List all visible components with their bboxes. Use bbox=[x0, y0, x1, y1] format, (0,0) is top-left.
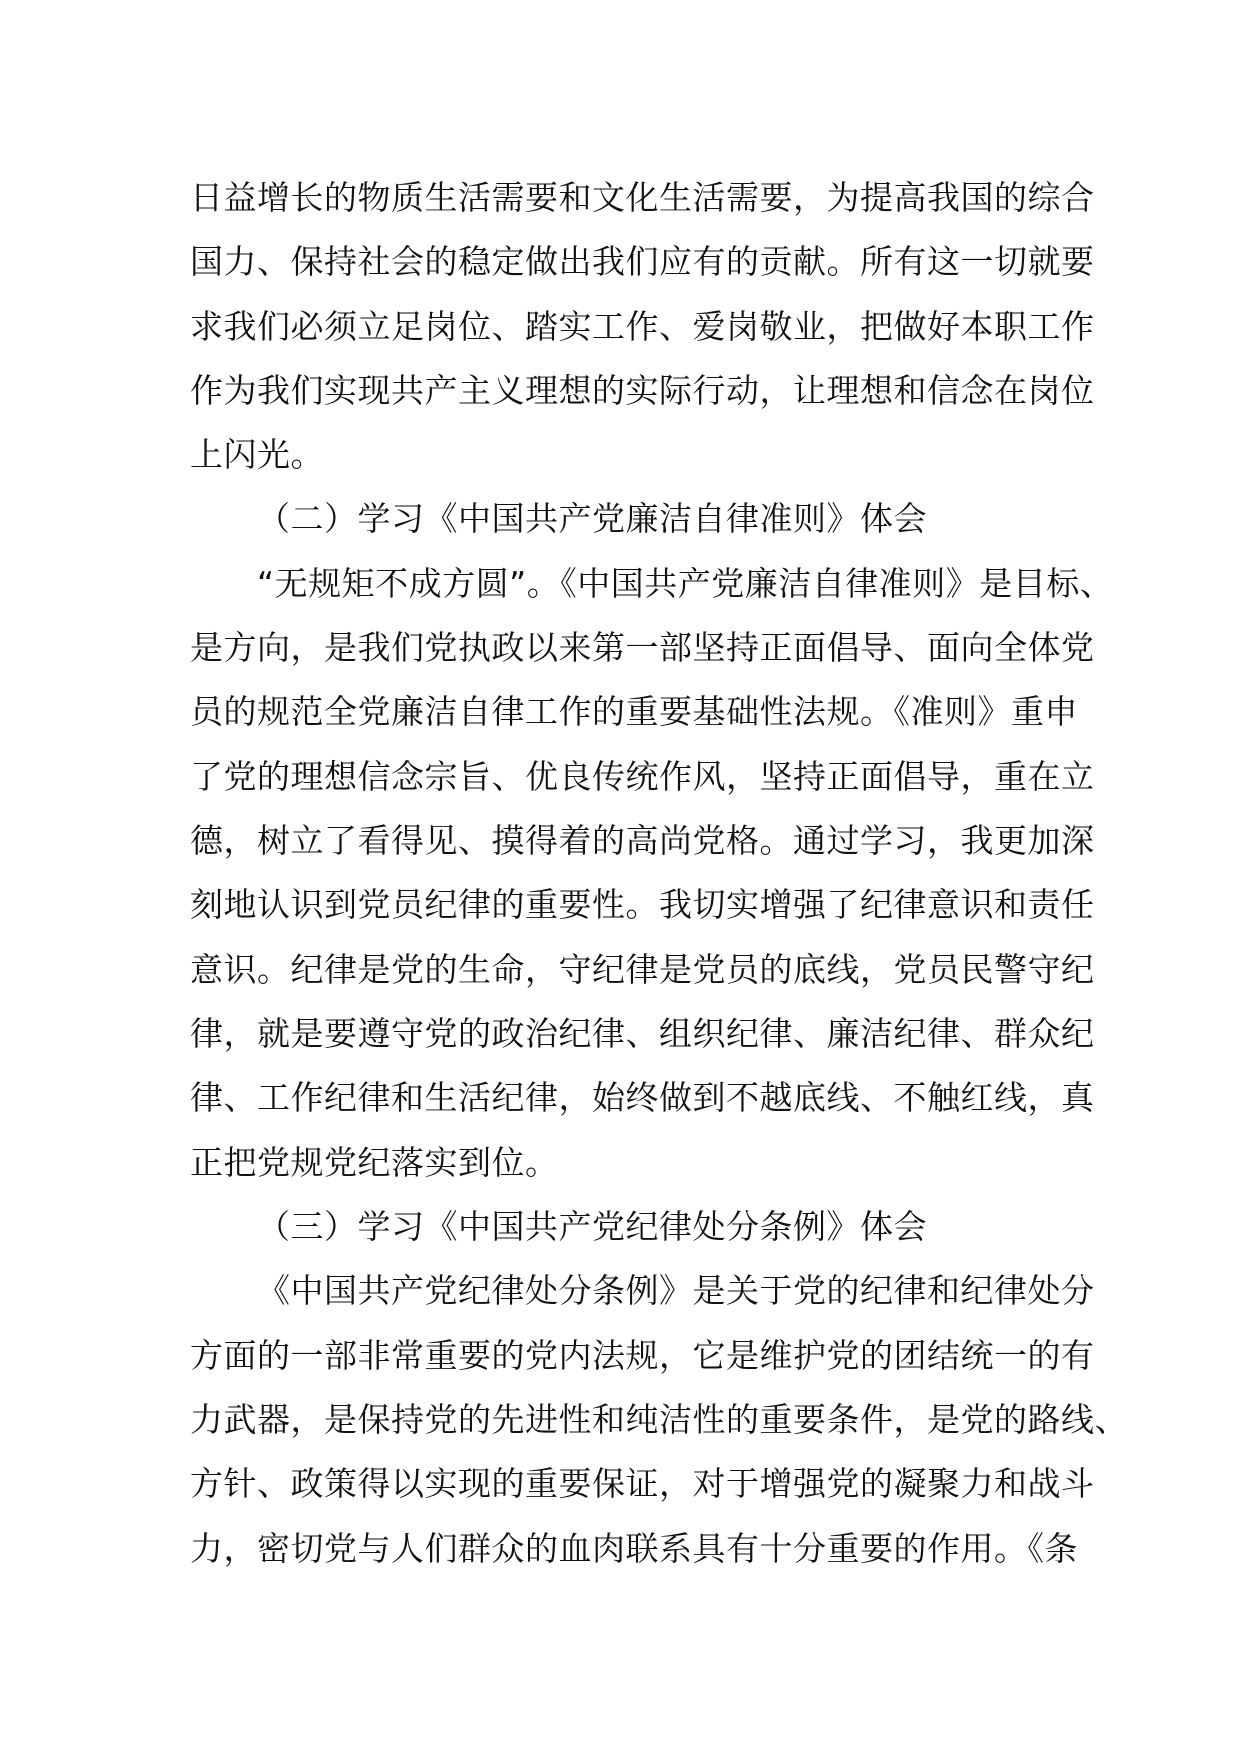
text-line: 律、工作纪律和生活纪律，始终做到不越底线、不触红线，真 bbox=[190, 1078, 1095, 1117]
text-line: 律，就是要遵守党的政治纪律、组织纪律、廉洁纪律、群众纪 bbox=[190, 1014, 1095, 1053]
text-line: 方面的一部非常重要的党内法规，它是维护党的团结统一的有 bbox=[190, 1336, 1095, 1375]
text-line: 德，树立了看得见、摸得着的高尚党格。通过学习，我更加深 bbox=[190, 821, 1095, 860]
text-line: 了党的理想信念宗旨、优良传统作风，坚持正面倡导，重在立 bbox=[190, 757, 1095, 796]
text-line: 《中国共产党纪律处分条例》是关于党的纪律和纪律处分 bbox=[257, 1271, 1095, 1310]
text-line: 是方向，是我们党执政以来第一部坚持正面倡导、面向全体党 bbox=[190, 628, 1095, 667]
text-line: 上闪光。 bbox=[190, 435, 324, 474]
text-line: 力武器，是保持党的先进性和纯洁性的重要条件，是党的路线、 bbox=[190, 1400, 1128, 1439]
text-line: 国力、保持社会的稳定做出我们应有的贡献。所有这一切就要 bbox=[190, 242, 1095, 281]
text-line: 方针、政策得以实现的重要保证，对于增强党的凝聚力和战斗 bbox=[190, 1464, 1095, 1503]
text-line: 员的规范全党廉洁自律工作的重要基础性法规。《准则》重申 bbox=[190, 692, 1078, 731]
section-heading: （三）学习《中国共产党纪律处分条例》体会 bbox=[257, 1207, 927, 1246]
text-line: 意识。纪律是党的生命，守纪律是党员的底线，党员民警守纪 bbox=[190, 950, 1095, 989]
text-line: 求我们必须立足岗位、踏实工作、爱岗敬业，把做好本职工作 bbox=[190, 307, 1095, 346]
text-line: 正把党规党纪落实到位。 bbox=[190, 1143, 559, 1182]
text-line: 力，密切党与人们群众的血肉联系具有十分重要的作用。《条 bbox=[190, 1529, 1078, 1568]
text-line: 刻地认识到党员纪律的重要性。我切实增强了纪律意识和责任 bbox=[190, 885, 1095, 924]
text-line: 作为我们实现共产主义理想的实际行动，让理想和信念在岗位 bbox=[190, 371, 1095, 410]
text-line: “无规矩不成方圆”。《中国共产党廉洁自律准则》是目标、 bbox=[257, 564, 1114, 603]
text-line: 日益增长的物质生活需要和文化生活需要，为提高我国的综合 bbox=[190, 178, 1095, 217]
section-heading: （二）学习《中国共产党廉洁自律准则》体会 bbox=[257, 499, 927, 538]
